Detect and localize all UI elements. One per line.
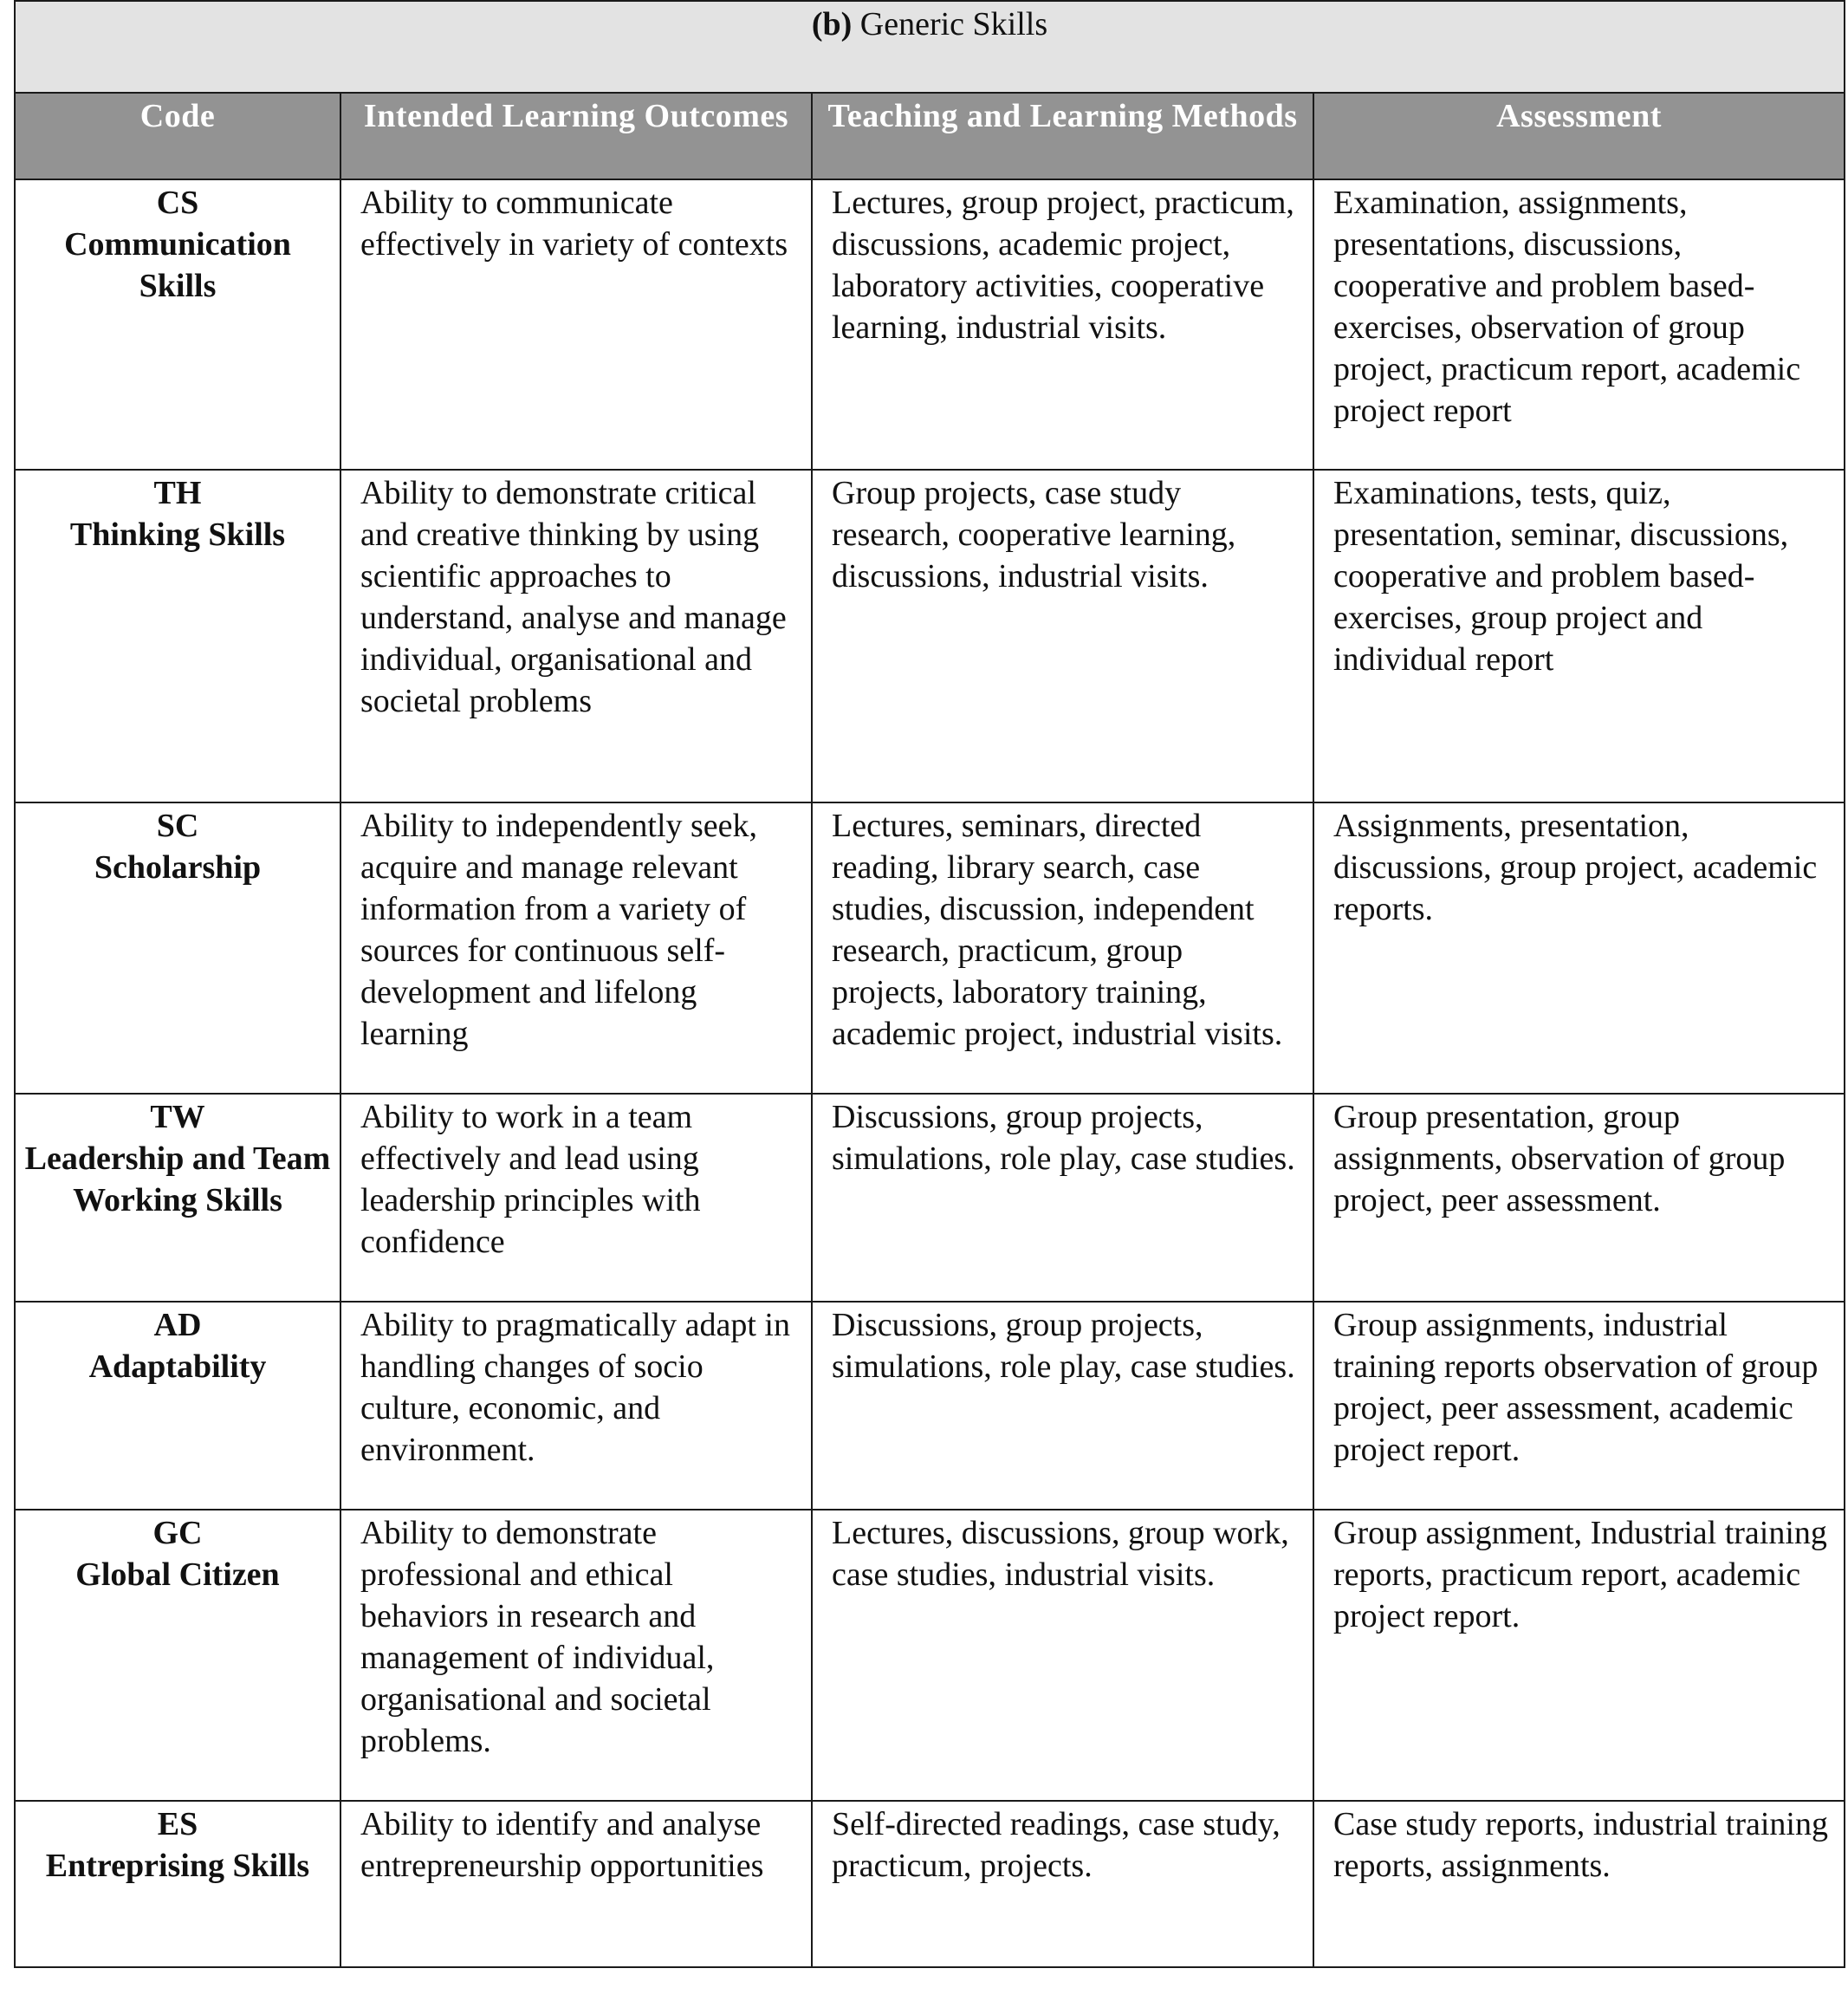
- outcome-cell: [340, 1801, 812, 1967]
- code-cell: [15, 179, 340, 470]
- skill-code: CS: [156, 185, 199, 221]
- skill-name: Thinking Skills: [69, 516, 286, 553]
- methods-text: Group projects, case study research, cooperative learning, discussions, industrial visits.: [832, 475, 1236, 594]
- methods-cell: [812, 1510, 1313, 1801]
- methods-text: Discussions, group projects, simulations, role play, case studies.: [832, 1099, 1295, 1177]
- assessment-text: Examination, assignments, presentations, discussions, cooperative and problem based-exercises, observation of group project, practicum report, academic project report: [1333, 185, 1801, 429]
- assessment-cell: [1313, 1094, 1845, 1302]
- outcome-cell: [340, 1302, 812, 1510]
- assessment-text: Assignments, presentation, discussions, group project, academic reports.: [1333, 808, 1818, 927]
- skill-code: TH: [153, 475, 202, 511]
- outcome-text: Ability to work in a team effectively and lead using leadership principles with confidence: [360, 1099, 701, 1260]
- outcome-text: Ability to identify and analyse entrepreneurship opportunities: [360, 1806, 764, 1884]
- outcome-cell: [340, 802, 812, 1094]
- table-row: [15, 802, 1845, 1094]
- code-cell: [15, 470, 340, 802]
- methods-cell: [812, 1094, 1313, 1302]
- methods-cell: [812, 179, 1313, 470]
- skill-name: Global Citizen: [75, 1556, 280, 1593]
- table-row: [15, 1094, 1845, 1302]
- skill-name: Scholarship: [94, 849, 262, 886]
- outcome-text: Ability to independently seek, acquire and manage relevant information from a variety of sources for continuous self-development and lifelong learning: [360, 808, 758, 1052]
- assessment-text: Case study reports, industrial training reports, assignments.: [1333, 1806, 1828, 1884]
- assessment-text: Group presentation, group assignments, observation of group project, peer assessment.: [1333, 1099, 1786, 1218]
- skill-code: SC: [156, 808, 199, 844]
- methods-text: Self-directed readings, case study, practicum, projects.: [832, 1806, 1281, 1884]
- table-title-row: [15, 1, 1845, 93]
- table-title-text: Generic Skills: [859, 6, 1048, 42]
- outcome-cell: [340, 1510, 812, 1801]
- methods-cell: [812, 1302, 1313, 1510]
- header-outcomes: Intended Learning Outcomes: [340, 93, 812, 179]
- outcome-text: Ability to pragmatically adapt in handling changes of socio culture, economic, and environment.: [360, 1307, 790, 1468]
- assessment-cell: [1313, 1801, 1845, 1967]
- assessment-text: Group assignment, Industrial training reports, practicum report, academic project report.: [1333, 1515, 1827, 1634]
- skill-code: TW: [150, 1099, 205, 1135]
- table-header-row: [15, 93, 1845, 179]
- skill-code: ES: [157, 1806, 198, 1842]
- header-code: Code: [15, 93, 340, 179]
- table-row: [15, 1510, 1845, 1801]
- outcome-text: Ability to demonstrate professional and ethical behaviors in research and management of individual, organisational and societal problems.: [360, 1515, 715, 1759]
- methods-cell: [812, 1801, 1313, 1967]
- methods-text: Lectures, seminars, directed reading, library search, case studies, discussion, independent research, practicum, group projects, laboratory training, academic project, industrial visits.: [832, 808, 1283, 1052]
- outcome-text: Ability to demonstrate critical and creative thinking by using scientific approaches to understand, analyse and manage individual, organisational and societal problems: [360, 475, 787, 719]
- methods-text: Lectures, discussions, group work, case studies, industrial visits.: [832, 1515, 1289, 1593]
- skill-name: Leadership and Team Working Skills: [24, 1140, 331, 1218]
- table-row: [15, 470, 1845, 802]
- methods-cell: [812, 802, 1313, 1094]
- table-row: [15, 1801, 1845, 1967]
- table-title-cell: [15, 1, 1845, 93]
- code-cell: [15, 802, 340, 1094]
- code-cell: [15, 1094, 340, 1302]
- outcome-cell: [340, 470, 812, 802]
- code-cell: [15, 1510, 340, 1801]
- table-title: [16, 2, 1844, 45]
- skill-name: Entreprising Skills: [45, 1848, 310, 1884]
- code-cell: [15, 1801, 340, 1967]
- methods-cell: [812, 470, 1313, 802]
- assessment-cell: [1313, 1510, 1845, 1801]
- code-cell: [15, 1302, 340, 1510]
- table-row: [15, 179, 1845, 470]
- assessment-text: Examinations, tests, quiz, presentation, seminar, discussions, cooperative and problem based-exercises, group project and individual report: [1333, 475, 1789, 678]
- methods-text: Discussions, group projects, simulations, role play, case studies.: [832, 1307, 1295, 1385]
- skill-name: Adaptability: [88, 1348, 267, 1385]
- outcome-cell: [340, 1094, 812, 1302]
- outcome-text: Ability to communicate effectively in variety of contexts: [360, 185, 788, 263]
- methods-text: Lectures, group project, practicum, discussions, academic project, laboratory activities, cooperative learning, industrial visits.: [832, 185, 1294, 346]
- skill-name: Communication Skills: [64, 226, 291, 304]
- assessment-cell: [1313, 802, 1845, 1094]
- table-row: [15, 1302, 1845, 1510]
- generic-skills-table: [14, 0, 1845, 1968]
- table-title-prefix: (b): [811, 6, 853, 42]
- assessment-cell: [1313, 470, 1845, 802]
- assessment-cell: [1313, 179, 1845, 470]
- assessment-cell: [1313, 1302, 1845, 1510]
- header-assessment: Assessment: [1313, 93, 1845, 179]
- header-methods: Teaching and Learning Methods: [812, 93, 1313, 179]
- skill-code: GC: [152, 1515, 203, 1551]
- outcome-cell: [340, 179, 812, 470]
- skill-code: AD: [153, 1307, 202, 1343]
- assessment-text: Group assignments, industrial training reports observation of group project, peer assessment, academic project report.: [1333, 1307, 1819, 1468]
